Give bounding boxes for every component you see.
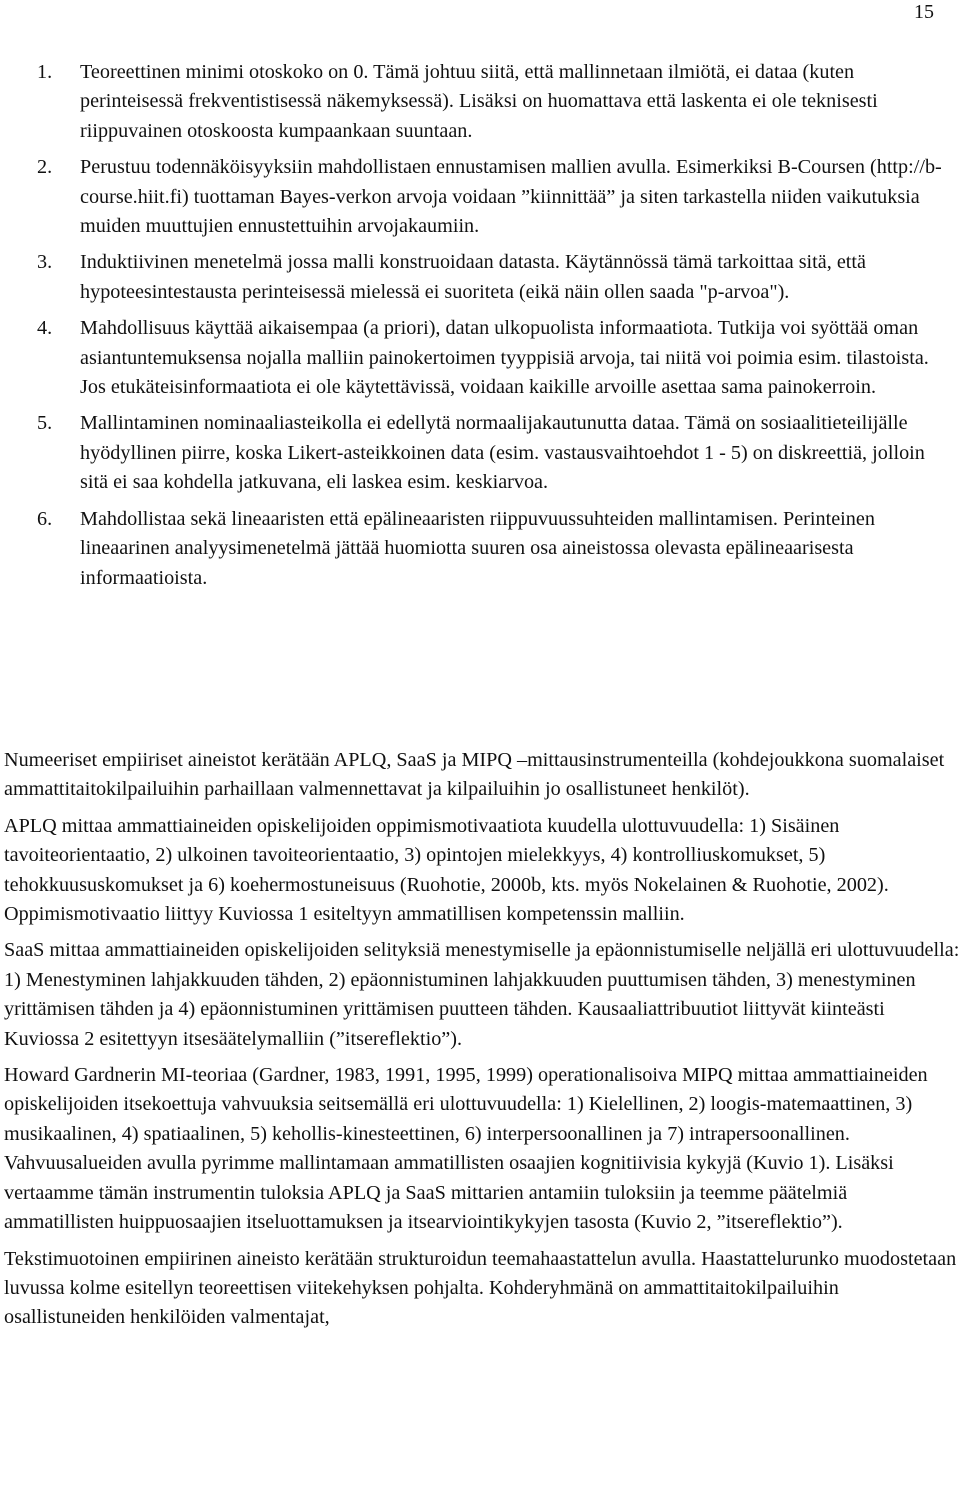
list-item-text: Teoreettinen minimi otoskoko on 0. Tämä johtuu siitä, että mallinnetaan ilmiötä, ei dataa (kuten perinteisessä frekventistisessä näkemyksessä). Lisäksi on huomattava että laskenta ei ole teknisesti riippuvainen otoskoosta kumpaankaan suuntaan. [80, 61, 878, 142]
list-item-number: 2. [37, 156, 53, 179]
list-item [0, 409, 960, 497]
list-item-number: 6. [37, 507, 53, 530]
body-text [0, 746, 960, 1340]
list-item-text: Induktiivinen menetelmä jossa malli konstruoidaan datasta. Käytännössä tämä tarkoittaa sitä, että hypoteesintestausta perinteisessä mielessä ei suoriteta (eikä näin ollen saada "p-arvoa"). [80, 251, 866, 303]
list-item-number: 5. [37, 412, 53, 435]
list-item [0, 153, 960, 241]
list-item-text: Mahdollistaa sekä lineaaristen että epälineaaristen riippuvuussuhteiden mallintamisen. Perinteinen lineaarinen analyysimenetelmä jättää huomiotta suuren osa aineistossa olevasta epälineaarisesta informaatioista. [80, 507, 875, 589]
paragraph-mipq: Howard Gardnerin MI-teoriaa (Gardner, 1983, 1991, 1995, 1999) operationalisoiva MIPQ mittaa ammattiaineiden opiskelijoiden itsekoettuja vahvuuksia seitsemällä eri ulottuvuudella: 1) Kielellinen, 2) loogis-matemaattinen, 3) musikaalinen, 4) spatiaalinen, 5) kehollis-kinesteettinen, 6) interpersoonallinen ja 7) intrapersoonallinen. Vahvuusalueiden avulla pyrimme mallintamaan ammatillisten osaajien kognitiivisia kykyjä (Kuvio 1). Lisäksi vertaamme tämän instrumentin tuloksia APLQ ja SaaS mittarien antamiin tuloksiin ja teemme päätelmiä ammatillisten huippuosaajien itseluottamuksen ja itsearviointikykyjen tasosta (Kuvio 2, ”itsereflektio”). [4, 1064, 928, 1234]
list-item-number: 4. [37, 317, 53, 340]
paragraph-interview: Tekstimuotoinen empiirinen aineisto kerätään strukturoidun teemahaastattelun avulla. Haastattelurunko muodostetaan luvussa kolme esitellyn teoreettisen viitekehyksen pohjalta. Kohderyhmänä on ammattitaitokilpailuihin osallistuneiden henkilöiden valmentajat, [4, 1247, 957, 1329]
list-item-number: 3. [37, 251, 53, 274]
numbered-list [0, 58, 960, 600]
page-number: 15 [914, 1, 934, 23]
paragraph-aplq: APLQ mittaa ammattiaineiden opiskelijoiden oppimismotivaatiota kuudella ulottuvuudella: 1) Sisäinen tavoiteorientaatio, 2) ulkoinen tavoiteorientaatio, 3) opintojen mielekkyys, 4) kontrolliuskomukset, 5) tehokkuususkomukset ja 6) koehermostuneisuus (Ruohotie, 2000b, kts. myös Nokelainen & Ruohotie, 2002). Oppimismotivaatio liittyy Kuviossa 1 esiteltyyn ammatillisen kompetenssin malliin. [4, 814, 889, 926]
list-item [0, 248, 960, 307]
list-item-text: Mallintaminen nominaaliasteikolla ei edellytä normaalijakautunutta dataa. Tämä on sosiaalitieteilijälle hyödyllinen piirre, koska Likert-asteikkoinen data (esim. vastausvaihtoehdot 1 - 5) on diskreettiä, jolloin sitä ei saa kohdella jatkuvana, eli laskea esim. keskiarvoa. [80, 412, 925, 494]
paragraph-instruments: Numeeriset empiiriset aineistot kerätään APLQ, SaaS ja MIPQ –mittausinstrumenteilla (kohdejoukkona suomalaiset ammattitaitokilpailuihin parhaillaan valmennettavat ja kilpailuihin jo osallistuneet henkilöt). [4, 749, 945, 801]
list-item [0, 58, 960, 146]
list-item [0, 505, 960, 593]
list-item-number: 1. [37, 61, 53, 83]
list-item [0, 314, 960, 402]
list-item-text: Perustuu todennäköisyyksiin mahdollistaen ennustamisen mallien avulla. Esimerkiksi B-Coursen (http://b-course.hiit.fi) tuottaman Bayes-verkon arvoja voidaan ”kiinnittää” ja siten tarkastella niiden vaikutuksia muiden muuttujien ennustettuihin arvojakaumiin. [80, 156, 942, 238]
paragraph-saas: SaaS mittaa ammattiaineiden opiskelijoiden selityksiä menestymiselle ja epäonnistumiselle neljällä eri ulottuvuudella: 1) Menestyminen lahjakkuuden tähden, 2) epäonnistuminen lahjakkuuden puuttumisen tähden, 3) menestyminen yrittämisen tähden ja 4) epäonnistuminen yrittämisen puutteen tähden. Kausaaliattribuutiot liittyvät kiinteästi Kuviossa 2 esitettyyn itsesäätelymalliin (”itsereflektio”). [4, 939, 960, 1050]
list-item-text: Mahdollisuus käyttää aikaisempaa (a priori), datan ulkopuolista informaatiota. Tutkija voi syöttää oman asiantuntemuksensa nojalla malliin painokertoimen tyyppisiä arvoja, tai niitä voi poimia esim. tilastoista. Jos etukäteisinformaatiota ei ole käytettävissä, voidaan kaikille arvoille asettaa sama painokerroin. [80, 317, 929, 399]
